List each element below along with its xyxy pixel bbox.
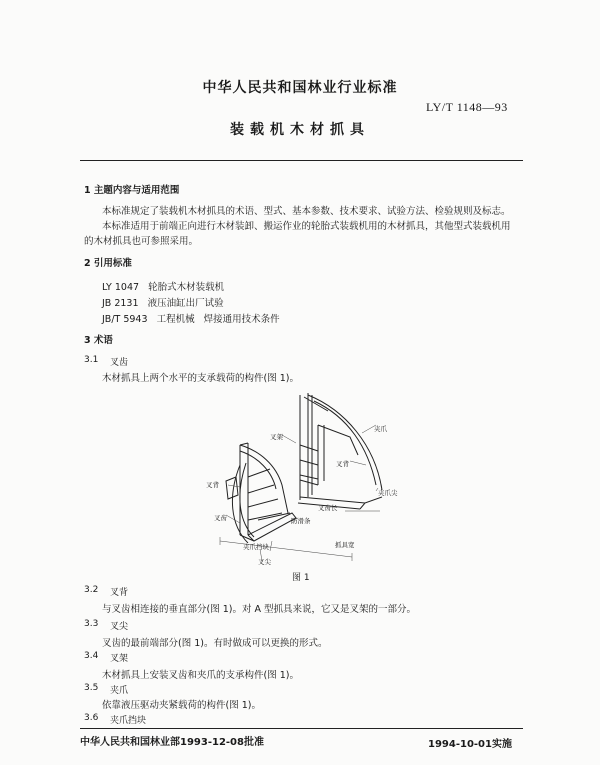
section-2-heading: 2 引用标准 xyxy=(84,258,132,269)
right-tine xyxy=(298,497,382,509)
term-3-5-title: 夹爪 xyxy=(110,686,129,696)
term-3-1-desc: 木材抓具上两个水平的支承载荷的构件(图 1)。 xyxy=(102,373,299,384)
term-3-3-number: 3.3 xyxy=(84,619,99,629)
term-3-4-title: 叉架 xyxy=(110,654,129,664)
right-crossbars xyxy=(300,445,318,485)
doc-title: 装载机木材抓具 xyxy=(230,122,370,138)
section-1-para-2-cont: 的木材抓具也可参照采用。 xyxy=(84,236,199,247)
right-back xyxy=(318,425,358,485)
standard-code: LY/T 1148—93 xyxy=(426,100,508,114)
term-3-4-number: 3.4 xyxy=(84,651,99,661)
label-width: 抓具宽 xyxy=(335,541,355,549)
label-back-right: 叉背 xyxy=(336,460,349,468)
term-3-5-number: 3.5 xyxy=(84,683,99,693)
section-1-para-1: 本标准规定了装载机木材抓具的术语、型式、基本参数、技术要求、试验方法、检验规则及标志。 xyxy=(102,206,511,217)
figure-1-drawing xyxy=(200,385,440,575)
term-3-1-title: 叉齿 xyxy=(110,358,129,368)
term-3-3-title: 叉尖 xyxy=(110,622,129,632)
left-crossbars xyxy=(248,469,282,520)
right-claw-arc xyxy=(304,395,382,490)
term-3-2-number: 3.2 xyxy=(84,585,99,595)
term-3-5-desc: 依靠液压驱动夹紧载荷的构件(图 1)。 xyxy=(102,700,261,711)
org-title: 中华人民共和国林业行业标准 xyxy=(202,80,398,96)
claw-stop-block xyxy=(226,477,238,499)
label-tine: 叉齿 xyxy=(214,514,227,522)
reference-2: JB 2131 液压油缸出厂试验 xyxy=(102,298,224,309)
left-claw-arc xyxy=(232,463,254,543)
section-1-para-2: 本标准适用于前端正向进行木材装卸、搬运作业的轮胎式装载机用的木材抓具，其他型式装载机用 xyxy=(102,221,511,232)
label-claw-stop: 夹爪挡块 xyxy=(243,543,269,551)
term-3-6-number: 3.6 xyxy=(84,713,99,723)
label-claw: 夹爪 xyxy=(374,425,387,433)
figure-caption: 图 1 xyxy=(292,573,310,583)
label-back-left: 叉背 xyxy=(206,481,219,489)
term-3-6-title: 夹爪挡块 xyxy=(110,716,147,726)
term-3-4-desc: 木材抓具上安装叉齿和夹爪的支承构件(图 1)。 xyxy=(102,670,299,681)
approval-date: 中华人民共和国林业部1993-12-08批准 xyxy=(80,737,264,748)
dimension-width xyxy=(220,537,352,561)
term-3-3-desc: 叉齿的最前端部分(图 1)。有时做成可以更换的形式。 xyxy=(102,638,328,649)
label-anti-slip: 防滑条 xyxy=(291,517,311,525)
label-tine-length: 叉齿长 xyxy=(318,504,338,512)
footer-rule xyxy=(80,728,523,729)
label-claw-tip: 夹爪尖 xyxy=(378,489,398,497)
section-3-heading: 3 术语 xyxy=(84,335,113,346)
label-frame: 叉架 xyxy=(270,433,283,441)
reference-3: JB/T 5943 工程机械 焊接通用技术条件 xyxy=(102,314,280,325)
section-1-heading: 1 主题内容与适用范围 xyxy=(84,185,180,196)
reference-1: LY 1047 轮胎式木材装载机 xyxy=(102,282,225,293)
term-3-2-title: 叉背 xyxy=(110,588,129,598)
effective-date: 1994-10-01实施 xyxy=(428,739,512,750)
label-tip: 叉尖 xyxy=(258,558,271,566)
term-3-1-number: 3.1 xyxy=(84,355,99,365)
term-3-2-desc: 与叉齿相连接的垂直部分(图 1)。对 A 型抓具来说，它又是叉架的一部分。 xyxy=(102,604,417,615)
header-rule xyxy=(80,160,523,161)
